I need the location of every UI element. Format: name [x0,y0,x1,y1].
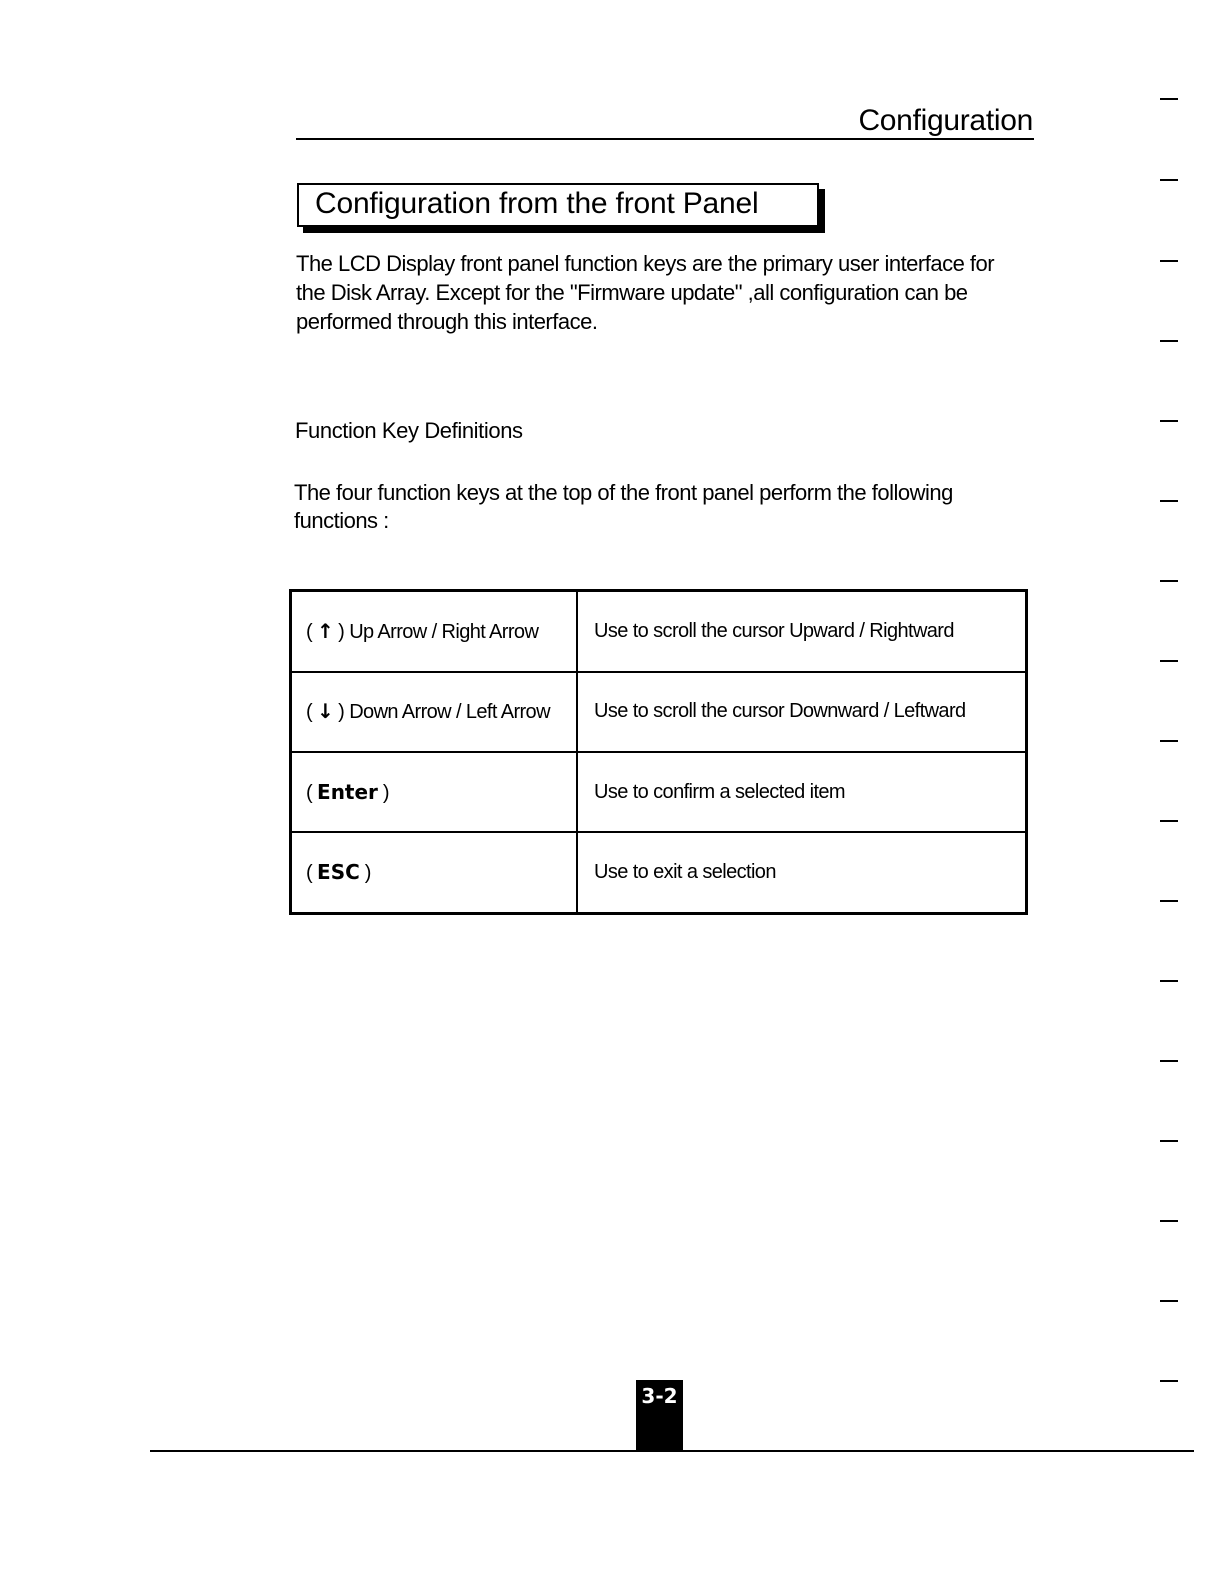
action-cell: Use to scroll the cursor Upward / Rightward [577,591,1027,672]
table-row [291,591,1027,672]
action-cell: Use to scroll the cursor Downward / Leftward [577,672,1027,752]
margin-tick [1160,1300,1178,1302]
section-title-box [297,183,819,227]
margin-tick [1160,420,1178,422]
running-header-title: Configuration [858,104,1033,137]
table-row [291,832,1027,913]
action-cell: Use to exit a selection [577,832,1027,913]
margin-tick [1160,500,1178,502]
header-rule [296,138,1034,140]
key-cell [291,832,578,913]
down-arrow-icon: ↓ [317,699,334,724]
margin-tick [1160,660,1178,662]
key-cell [291,672,578,752]
margin-tick [1160,580,1178,582]
paren-open: ( [306,620,313,643]
table-row [291,672,1027,752]
margin-tick [1160,340,1178,342]
paren-close: ) [338,620,345,643]
key-label: ESC [317,860,360,885]
page-number-tab [636,1380,683,1452]
intro-paragraph: The LCD Display front panel function keys are the primary user interface for the Disk Array. Except for the "Firmware update" ,all configuration can be performed through this interface. [296,251,995,334]
margin-tick [1160,98,1178,100]
margin-tick [1160,260,1178,262]
margin-tick [1160,740,1178,742]
paren-close: ) [382,781,389,804]
section-title: Configuration from the front Panel [315,187,759,220]
paren-open: ( [306,781,313,804]
paren-open: ( [306,701,313,724]
function-key-description: The four function keys at the top of the front panel perform the following functions : [294,480,953,533]
margin-tick [1160,1140,1178,1142]
margin-tick [1160,179,1178,181]
margin-tick [1160,1220,1178,1222]
margin-tick [1160,980,1178,982]
paren-close: ) [364,862,371,885]
key-cell [291,591,578,672]
margin-tick [1160,1060,1178,1062]
key-label: Enter [317,779,378,804]
function-key-heading: Function Key Definitions [295,418,523,443]
paren-open: ( [306,862,313,885]
paren-close: ) [338,701,345,724]
margin-tick [1160,1380,1178,1382]
margin-tick [1160,900,1178,902]
action-cell: Use to confirm a selected item [577,752,1027,832]
margin-tick [1160,820,1178,822]
up-arrow-icon: ↑ [317,618,334,643]
table-row [291,752,1027,832]
page-number: 3-2 [641,1384,678,1408]
key-cell [291,752,578,832]
key-label: Up Arrow / Right Arrow [349,620,539,643]
key-label: Down Arrow / Left Arrow [349,701,550,724]
function-key-table [289,589,1028,915]
